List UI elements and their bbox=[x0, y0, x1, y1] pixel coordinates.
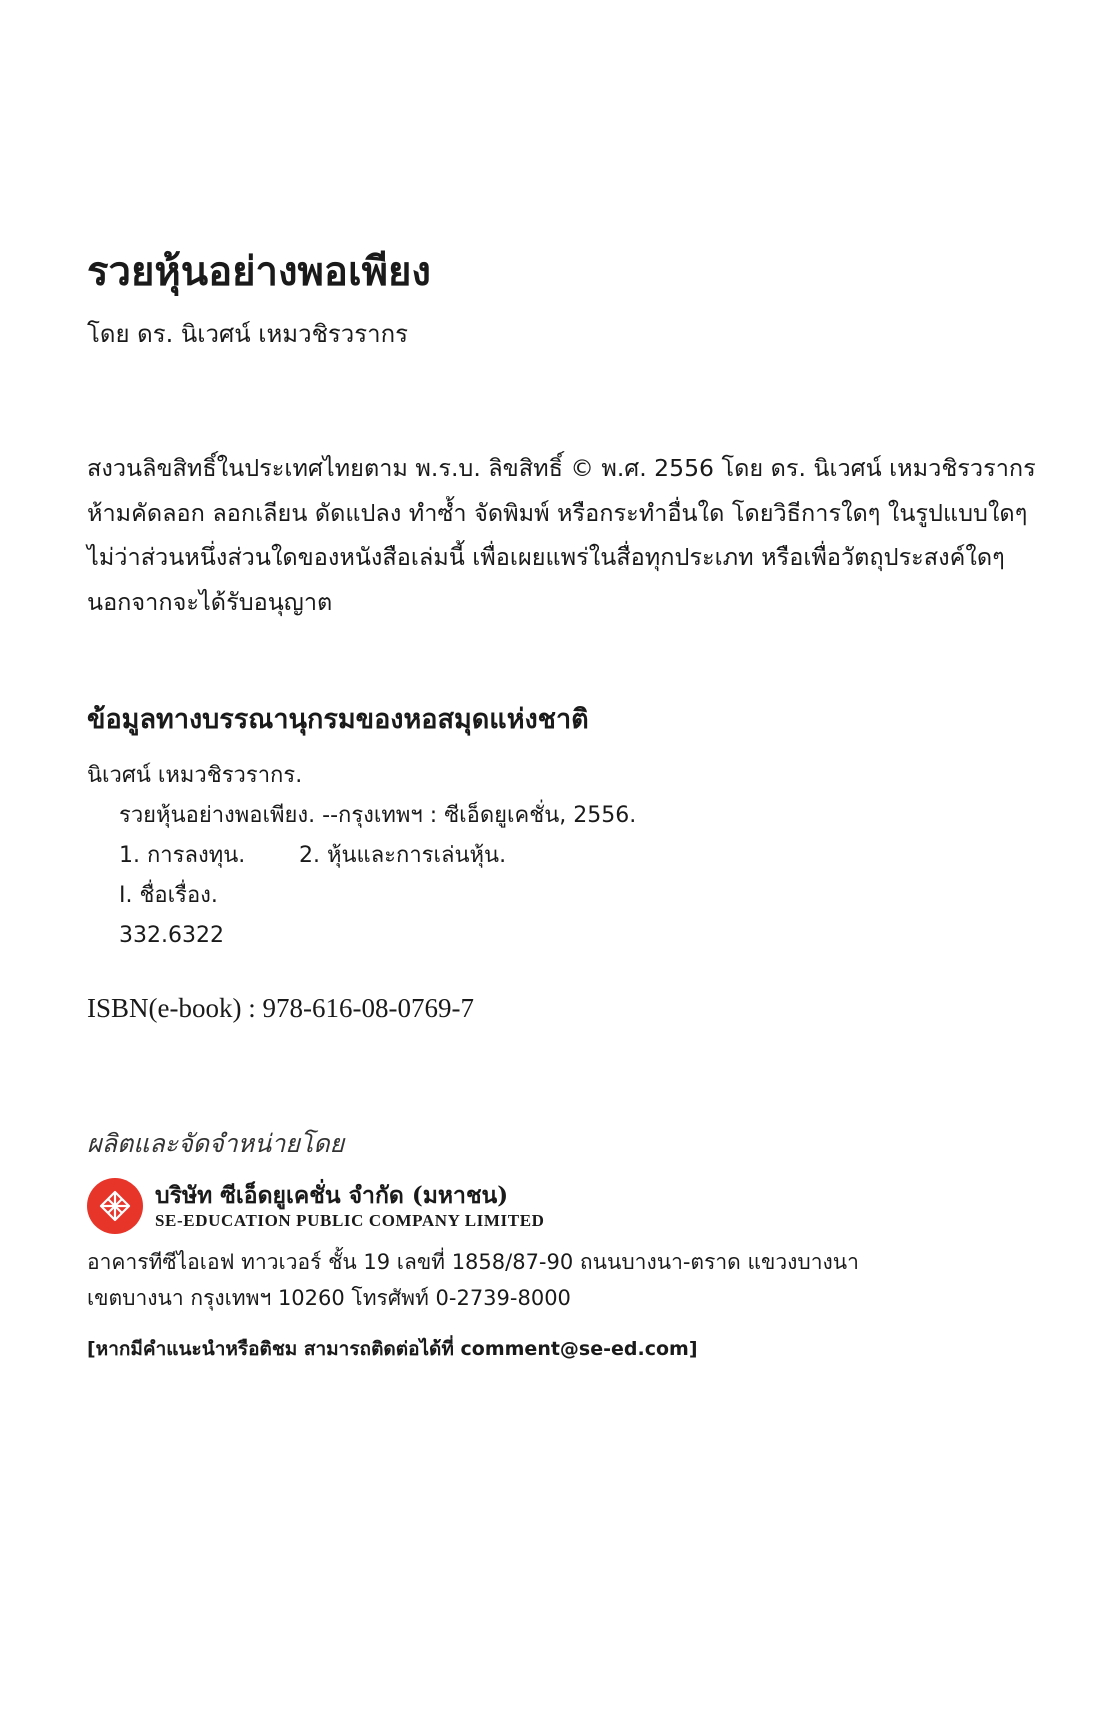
isbn: ISBN(e-book) : 978-616-08-0769-7 bbox=[87, 993, 474, 1023]
cataloging-data bbox=[87, 756, 636, 956]
address-line: อาคารทีซีไอเอฟ ทาวเวอร์ ชั้น 19 เลขที่ 1858/87-90 ถนนบางนา-ตราด แขวงบางนา bbox=[87, 1250, 859, 1274]
publisher-address bbox=[87, 1244, 859, 1316]
contact-note: [หากมีคำแนะนำหรือติชม สามารถติดต่อได้ที่ comment@se-ed.com] bbox=[87, 1338, 698, 1360]
publisher-logo-icon bbox=[87, 1178, 143, 1234]
author-line: โดย ดร. นิเวศน์ เหมวชิรวรากร bbox=[87, 320, 409, 348]
copyright-notice bbox=[87, 446, 1036, 624]
cataloging-author: นิเวศน์ เหมวชิรวรากร. bbox=[87, 763, 303, 788]
publisher-block bbox=[87, 1178, 545, 1234]
copyright-line: ไม่ว่าส่วนหนึ่งส่วนใดของหนังสือเล่มนี้ เพื่อเผยแพร่ในสื่อทุกประเภท หรือเพื่อวัตถุประสงค์ใดๆ bbox=[87, 543, 1005, 571]
address-line: เขตบางนา กรุงเทพฯ 10260 โทรศัพท์ 0-2739-8000 bbox=[87, 1286, 571, 1310]
publisher-name-thai: บริษัท ซีเอ็ดยูเคชั่น จำกัด (มหาชน) bbox=[155, 1182, 509, 1209]
copyright-line: นอกจากจะได้รับอนุญาต bbox=[87, 587, 333, 616]
copyright-line: สงวนลิขสิทธิ์ในประเทศไทยตาม พ.ร.บ. ลิขสิทธิ์ © พ.ศ. 2556 โดย ดร. นิเวศน์ เหมวชิรวรากร bbox=[87, 454, 1036, 482]
copyright-line: ห้ามคัดลอก ลอกเลียน ดัดแปลง ทำซ้ำ จัดพิมพ์ หรือกระทำอื่นใด โดยวิธีการใดๆ ในรูปแบบใดๆ bbox=[87, 498, 1028, 527]
produced-label: ผลิตและจัดจำหน่ายโดย bbox=[87, 1129, 345, 1158]
cataloging-heading: ข้อมูลทางบรรณานุกรมของหอสมุดแห่งชาติ bbox=[87, 704, 589, 735]
cataloging-classification: 332.6322 bbox=[119, 923, 224, 948]
cataloging-subject: 1. การลงทุน. bbox=[119, 843, 246, 868]
publisher-logo-mark-icon bbox=[95, 1186, 135, 1226]
cataloging-subjects bbox=[87, 836, 636, 876]
cataloging-title-entry: I. ชื่อเรื่อง. bbox=[119, 883, 218, 908]
publisher-name-english: SE-EDUCATION PUBLIC COMPANY LIMITED bbox=[155, 1211, 545, 1230]
cataloging-title-line: รวยหุ้นอย่างพอเพียง. --กรุงเทพฯ : ซีเอ็ดยูเคชั่น, 2556. bbox=[119, 803, 637, 828]
book-title: รวยหุ้นอย่างพอเพียง bbox=[87, 248, 431, 295]
publisher-names bbox=[155, 1181, 545, 1231]
cataloging-subject: 2. หุ้นและการเล่นหุ้น. bbox=[299, 843, 507, 868]
